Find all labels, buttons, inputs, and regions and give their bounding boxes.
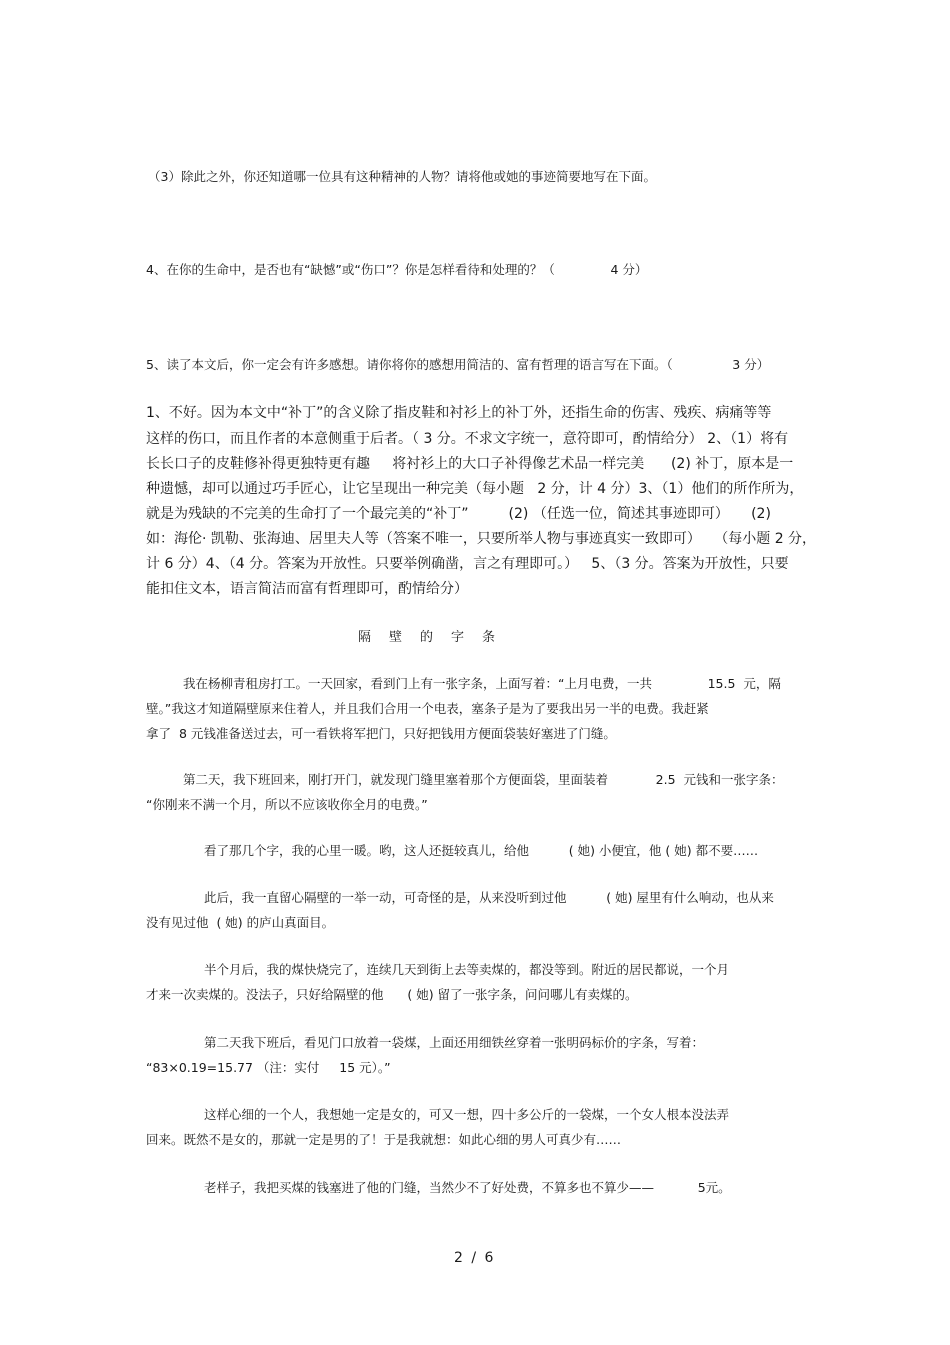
answer-line: 计 6 分）4、（4 分。答案为开放性。只要举例确凿，言之有理即可。） 5、（3 分。答案为开放性，只要 — [146, 556, 789, 572]
article-line: 第二天，我下班回来，刚打开门，就发现门缝里塞着那个方便面袋，里面装着 2.5 元钱和一张字条： — [183, 772, 784, 787]
question-3-3: （3）除此之外，你还知道哪一位具有这种精神的人物？请将他或她的事迹简要地写在下面。 — [148, 169, 656, 184]
article-line: 这样心细的一个人，我想她一定是女的，可又一想，四十多公斤的一袋煤，一个女人根本没法弄 — [204, 1107, 730, 1122]
article-line: 没有见过他 ( 她) 的庐山真面目。 — [146, 915, 335, 930]
article-line: 拿了 8 元钱准备送过去，可一看铁将军把门，只好把钱用方便面袋装好塞进了门缝。 — [146, 726, 616, 741]
article-title: 隔壁的字条 — [358, 630, 514, 645]
article-line: “你刚来不满一个月，所以不应该收你全月的电费。” — [146, 797, 428, 812]
article-line: 老样子，我把买煤的钱塞进了他的门缝，当然少不了好处费，不算多也不算少—— 5元。 — [204, 1180, 731, 1195]
article-line: 半个月后，我的煤快烧完了，连续几天到街上去等卖煤的，都没等到。附近的居民都说，一个月 — [204, 962, 730, 977]
article-line: 壁。”我这才知道隔壁原来住着人，并且我们合用一个电表，塞条子是为了要我出另一半的电费。我赶紧 — [146, 701, 709, 716]
article-line: 我在杨柳青租房打工。一天回家，看到门上有一张字条，上面写着：“上月电费，一共 15.5 元，隔 — [183, 676, 781, 691]
answer-line: 这样的伤口，而且作者的本意侧重于后者。（ 3 分。不求文字统一，意符即可，酌情给分） 2、（1）将有 — [146, 431, 789, 447]
question-5: 5、读了本文后，你一定会有许多感想。请你将你的感想用简洁的、富有哲理的语言写在下面。（ 3 分） — [146, 357, 770, 372]
article-line: 才来一次卖煤的。没法子，只好给隔壁的他 ( 她) 留了一张字条，问问哪儿有卖煤的。 — [146, 987, 638, 1002]
article-line: “83×0.19=15.77 （注：实付 15 元）。” — [146, 1060, 391, 1075]
answer-line: 就是为残缺的不完美的生命打了一个最完美的“补丁” (2) （任选一位，简述其事迹即可） (2) — [146, 506, 771, 522]
answer-line: 长长口子的皮鞋修补得更独特更有趣 将衬衫上的大口子补得像艺术品一样完美 (2) 补丁，原本是一 — [146, 456, 794, 472]
answer-line: 1、不好。因为本文中“补丁”的含义除了指皮鞋和衬衫上的补丁外，还指生命的伤害、残疾、病痛等等 — [146, 405, 772, 421]
question-4: 4、在你的生命中，是否也有“缺憾”或“伤口”？你是怎样看待和处理的？（ 4 分） — [146, 262, 648, 277]
page-number: 2 / 6 — [454, 1250, 496, 1266]
article-line: 回来。既然不是女的，那就一定是男的了！于是我就想：如此心细的男人可真少有…… — [146, 1132, 622, 1147]
article-line: 看了那几个字，我的心里一暖。哟，这人还挺较真儿，给他 ( 她) 小便宜，他 ( 她) 都不要…… — [204, 843, 759, 858]
article-line: 此后，我一直留心隔壁的一举一动，可奇怪的是，从来没听到过他 ( 她) 屋里有什么响动，也从来 — [204, 890, 774, 905]
answer-line: 能扣住文本，语言简洁而富有哲理即可，酌情给分） — [146, 581, 468, 597]
answer-line: 如：海伦· 凯勒、张海迪、居里夫人等（答案不唯一，只要所举人物与事迹真实一致即可） （每小题 2 分， — [146, 531, 817, 547]
answer-line: 种遗憾，却可以通过巧手匠心，让它呈现出一种完美（每小题 2 分，计 4 分）3、（1）他们的所作所为， — [146, 481, 804, 497]
article-line: 第二天我下班后，看见门口放着一袋煤，上面还用细铁丝穿着一张明码标价的字条，写着： — [204, 1035, 705, 1050]
